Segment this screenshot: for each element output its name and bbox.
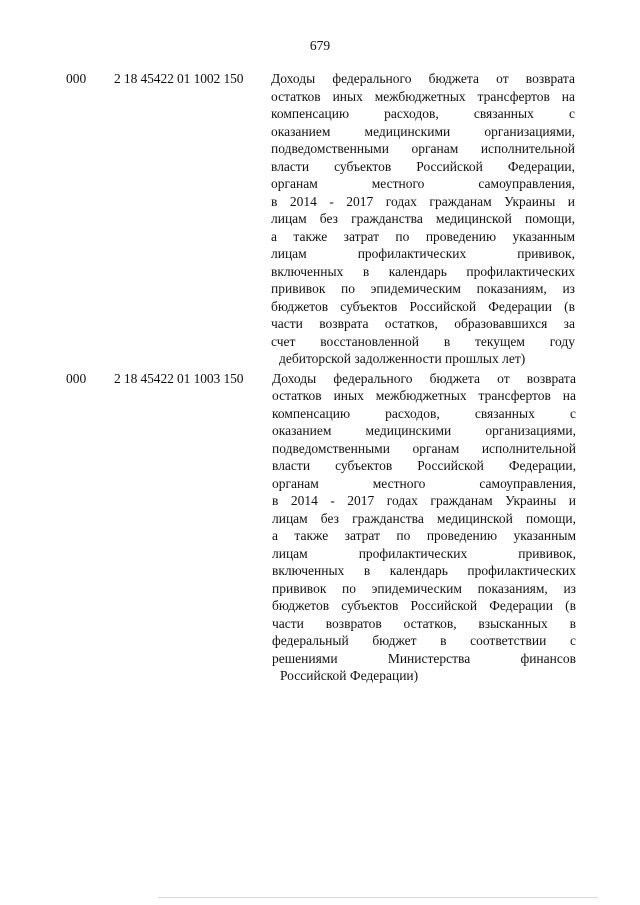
description-line: включенных в календарь профилактических: [271, 263, 575, 279]
description-line: власти субъектов Российской Федерации,: [271, 158, 575, 174]
page-number: 679: [309, 38, 331, 53]
description-line: остатков иных межбюджетных трансфертов на: [272, 388, 576, 403]
description-line: Доходы федерального бюджета от возврата: [272, 370, 576, 386]
description-line: дебиторской задолженности прошлых лет): [279, 351, 526, 366]
description-line: власти субъектов Российской Федерации,: [272, 458, 576, 473]
description-line: Доходы федерального бюджета от возврата: [271, 71, 575, 86]
income-description: [271, 70, 575, 368]
table-row: [0, 70, 640, 368]
description-line: лицам без гражданства медицинской помощи,: [272, 510, 576, 526]
description-line: части возврата остатков, образовавшихся за: [271, 316, 575, 331]
budget-classification-code: 2 18 45422 01 1002 150: [114, 71, 244, 86]
description-line: лицам без гражданства медицинской помощи,: [271, 211, 575, 226]
description-line: прививок по эпидемическим показаниям, из: [272, 580, 576, 596]
description-line: решениями Министерства финансов: [272, 650, 576, 666]
table-row: [0, 370, 640, 685]
description-line: прививок по эпидемическим показаниям, из: [271, 281, 575, 296]
description-line: подведомственными органам исполнительной: [271, 141, 575, 156]
page-edge-line: [158, 897, 598, 898]
description-line: остатков иных межбюджетных трансфертов на: [271, 88, 575, 104]
classification-table: [0, 70, 640, 685]
description-line: федеральный бюджет в соответствии с: [272, 633, 576, 648]
description-line: а также затрат по проведению указанным: [271, 228, 575, 244]
description-line: бюджетов субъектов Российской Федерации (в: [271, 298, 575, 314]
description-line: подведомственными органам исполнительной: [272, 440, 576, 456]
description-line: а также затрат по проведению указанным: [272, 528, 576, 543]
description-line: в 2014 - 2017 годах гражданам Украины и: [271, 193, 575, 209]
description-line: Российской Федерации): [280, 668, 419, 683]
description-line: бюджетов субъектов Российской Федерации (в: [272, 598, 576, 613]
description-line: оказанием медицинскими организациями,: [271, 123, 575, 139]
description-line: оказанием медицинскими организациями,: [272, 423, 576, 438]
description-line: счет восстановленной в текущем году: [271, 333, 575, 349]
description-line: включенных в календарь профилактических: [272, 563, 576, 578]
administrator-code: 000: [66, 370, 87, 386]
description-line: компенсацию расходов, связанных с: [271, 106, 575, 121]
description-line: лицам профилактических прививок,: [272, 545, 576, 561]
description-line: органам местного самоуправления,: [271, 176, 575, 191]
description-line: части возвратов остатков, взысканных в: [272, 615, 576, 631]
description-line: в 2014 - 2017 годах гражданам Украины и: [272, 493, 576, 508]
budget-classification-code: 2 18 45422 01 1003 150: [114, 370, 244, 386]
income-description: [272, 370, 576, 685]
administrator-code: 000: [66, 71, 87, 86]
description-line: органам местного самоуправления,: [272, 475, 576, 491]
description-line: компенсацию расходов, связанных с: [272, 405, 576, 421]
description-line: лицам профилактических прививок,: [271, 246, 575, 261]
